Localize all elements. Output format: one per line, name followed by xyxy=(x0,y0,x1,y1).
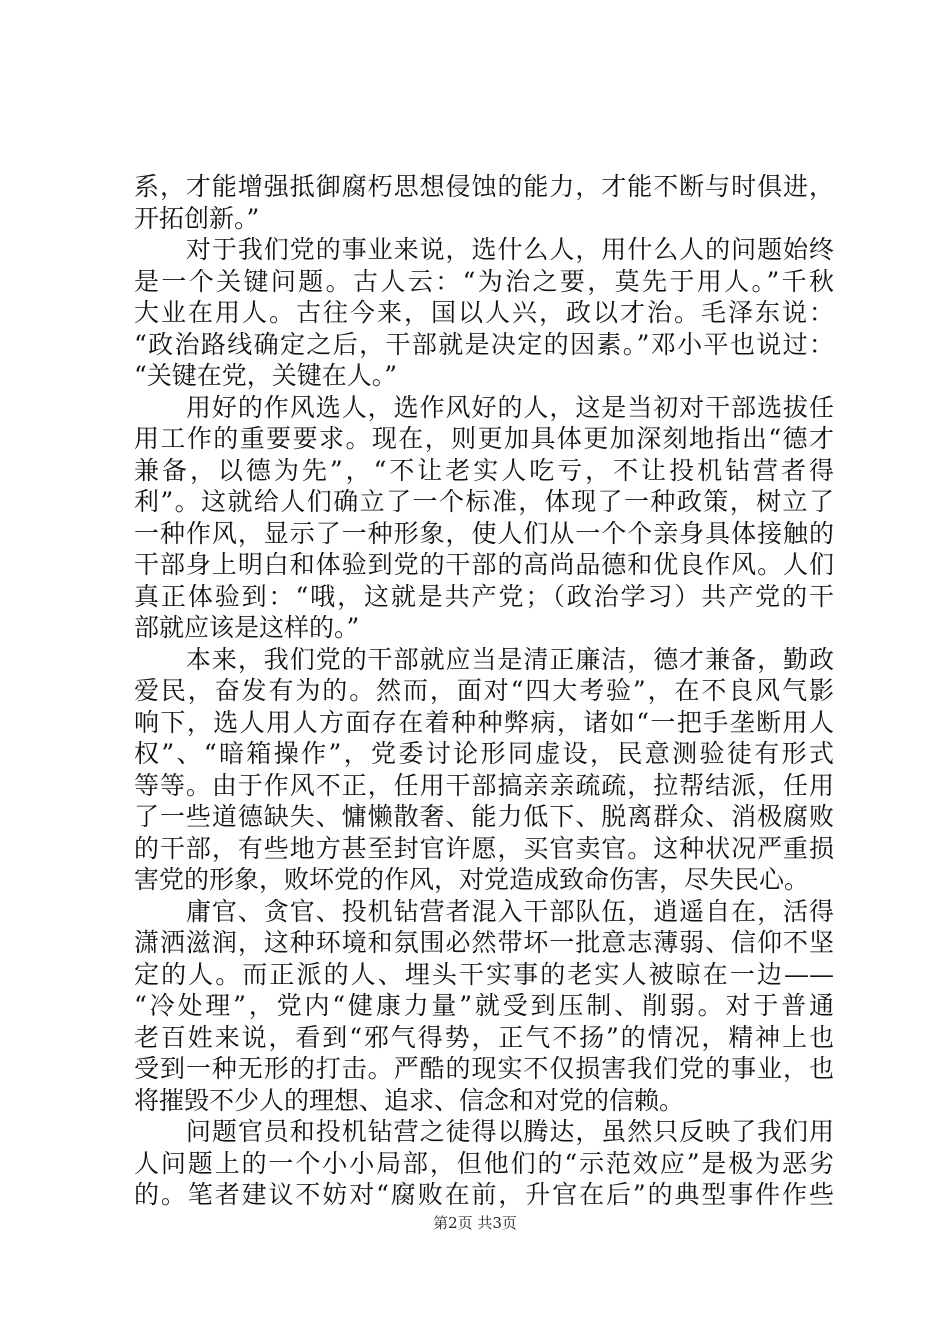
text-line: 潇洒滋润，这种环境和氛围必然带坏一批意志薄弱、信仰不坚 xyxy=(134,928,834,957)
text-line: 权”、“暗箱操作”，党委讨论形同虚设，民意测验徒有形式 xyxy=(134,739,834,768)
text-line: 用工作的重要要求。现在，则更加具体更加深刻地指出“德才 xyxy=(134,424,834,453)
text-line: 等等。由于作风不正，任用干部搞亲亲疏疏，拉帮结派，任用 xyxy=(134,770,834,800)
text-line: 响下，选人用人方面存在着种种弊病，诸如“一把手垄断用人 xyxy=(134,707,834,737)
text-line: 老百姓来说，看到“邪气得势，正气不扬”的情况，精神上也 xyxy=(134,1022,834,1052)
text-line: 本来，我们党的干部就应当是清正廉洁，德才兼备，勤政 xyxy=(134,644,834,674)
text-line: “冷处理”，党内“健康力量”就受到压制、削弱。对于普通 xyxy=(134,991,834,1020)
text-line: 系，才能增强抵御腐朽思想侵蚀的能力，才能不断与时俱进， xyxy=(134,172,834,201)
text-line: 用好的作风选人，选作风好的人，这是当初对干部选拔任 xyxy=(134,392,834,422)
page-number-footer: 第2页 共3页 xyxy=(433,1214,517,1232)
text-line: 的干部，有些地方甚至封官许愿，买官卖官。这种状况严重损 xyxy=(134,833,834,863)
text-line: 人问题上的一个小小局部，但他们的“示范效应”是极为恶劣 xyxy=(134,1148,834,1178)
text-line: 干部身上明白和体验到党的干部的高尚品德和优良作风。人们 xyxy=(134,550,834,579)
text-line: 是一个关键问题。古人云：“为治之要，莫先于用人。”千秋 xyxy=(134,266,834,296)
text-line: 爱民，奋发有为的。然而，面对“四大考验”，在不良风气影 xyxy=(134,676,834,705)
text-line: 对于我们党的事业来说，选什么人，用什么人的问题始终 xyxy=(134,235,834,264)
text-line: 将摧毁不少人的理想、追求、信念和对党的信赖。 xyxy=(134,1085,685,1115)
text-line: 兼备，以德为先”，“不让老实人吃亏，不让投机钻营者得 xyxy=(134,455,834,485)
text-line: 利”。这就给人们确立了一个标准，体现了一种政策，树立了 xyxy=(134,487,834,516)
text-line: 的。笔者建议不妨对“腐败在前，升官在后”的典型事件作些 xyxy=(134,1180,834,1209)
text-line: 真正体验到：“哦，这就是共产党；（政治学习）共产党的干 xyxy=(134,581,834,611)
text-line: 了一些道德缺失、慵懒散奢、能力低下、脱离群众、消极腐败 xyxy=(134,802,834,831)
text-line: 问题官员和投机钻营之徒得以腾达，虽然只反映了我们用 xyxy=(134,1117,834,1146)
text-line: “关键在党，关键在人。” xyxy=(134,361,398,390)
text-line: 一种作风，显示了一种形象，使人们从一个个亲身具体接触的 xyxy=(134,518,834,548)
text-line: 开拓创新。” xyxy=(134,203,260,233)
text-line: 部就应该是这样的。” xyxy=(134,613,360,642)
text-line: “政治路线确定之后，干部就是决定的因素。”邓小平也说过： xyxy=(134,329,834,359)
text-line: 害党的形象，败坏党的作风，对党造成致命伤害，尽失民心。 xyxy=(134,865,810,894)
text-line: 庸官、贪官、投机钻营者混入干部队伍，逍遥自在，活得 xyxy=(134,896,834,926)
text-line: 大业在用人。古往今来，国以人兴，政以才治。毛泽东说： xyxy=(134,298,834,327)
text-line: 定的人。而正派的人、埋头干实事的老实人被晾在一边—— xyxy=(134,959,834,989)
document-body xyxy=(134,171,834,1211)
text-line: 受到一种无形的打击。严酷的现实不仅损害我们党的事业，也 xyxy=(134,1054,834,1083)
